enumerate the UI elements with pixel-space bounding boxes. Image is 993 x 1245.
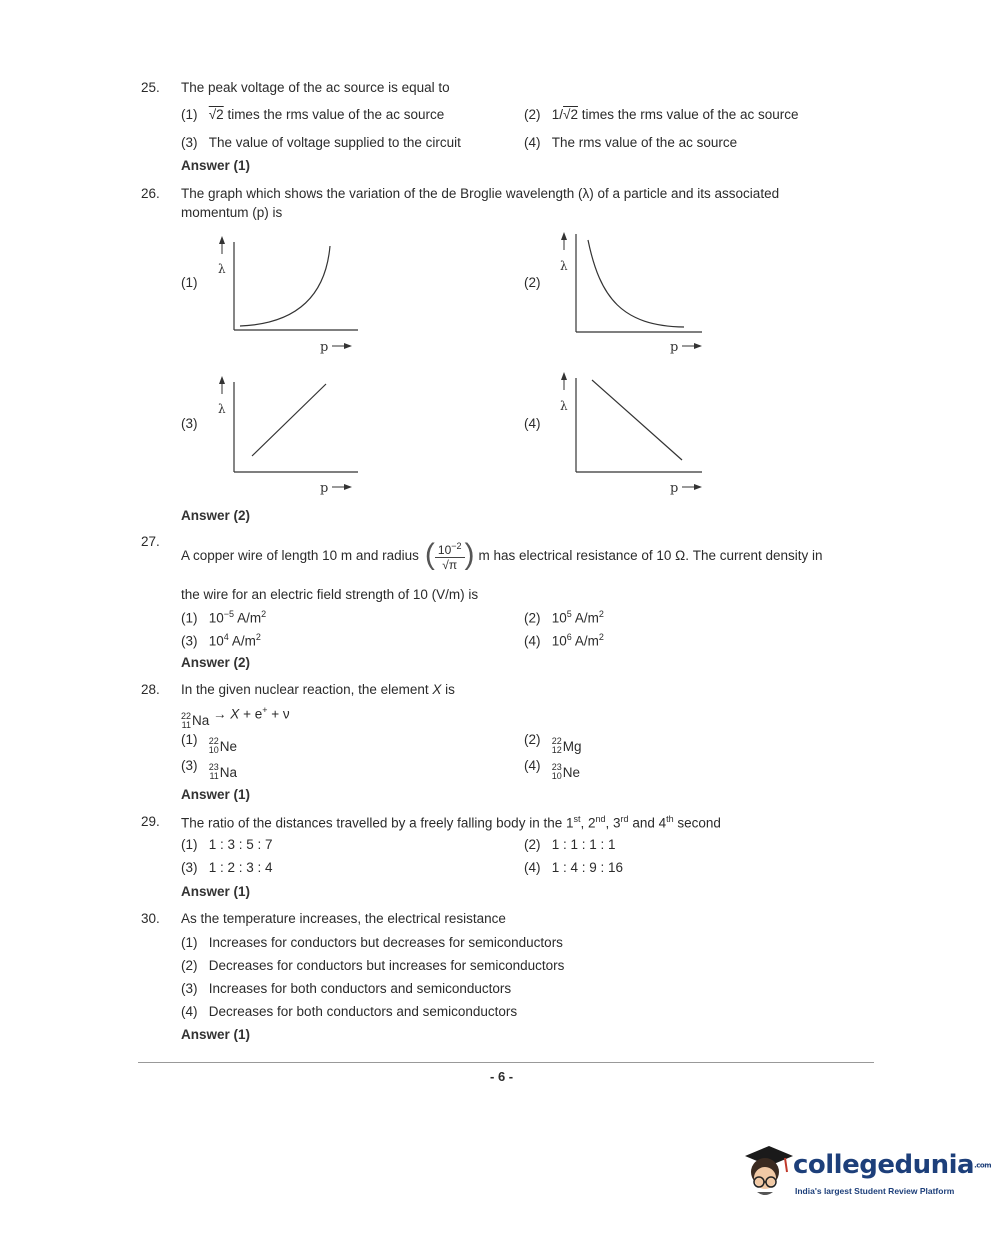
q30-option-1: (1) Increases for conductors but decreases for semiconductors	[181, 935, 563, 950]
x-axis-label: p	[320, 340, 329, 355]
q25-number: 25.	[141, 80, 160, 95]
q27-option-3: (3) $10^4$ $A/m^2$	[181, 632, 261, 649]
x-axis-label: p	[670, 340, 679, 355]
collegedunia-logo	[735, 1138, 991, 1208]
q28-reaction: 22 11 Na → X + e+ + ν	[181, 705, 290, 730]
radius-fraction: $\frac{10^{-2}}{√\pi}$	[435, 539, 465, 572]
graph-1-increasing-curve	[210, 232, 370, 357]
y-axis-label: λ	[218, 402, 226, 416]
q27-option-1: (1) $10^{-5}$ $A/m^2$	[181, 609, 267, 626]
q30-text: As the temperature increases, the electrical resistance	[181, 911, 506, 926]
q25-text: The peak voltage of the ac source is equal to	[181, 80, 450, 95]
q30-option-2: (2) Decreases for conductors but increases for semiconductors	[181, 958, 565, 973]
q26-option-3-label: (3)	[181, 416, 198, 431]
q28-option-2: (2) 22 12 Mg	[524, 732, 582, 755]
q29-number: 29.	[141, 814, 160, 829]
option-label: (4)	[524, 135, 541, 150]
q27-option-2: (2) $10^5$ $A/m^2$	[524, 609, 604, 626]
q28-answer: Answer (1)	[181, 787, 251, 802]
option-text: times the rms value of the ac source	[223, 107, 445, 122]
mascot-icon	[735, 1138, 795, 1206]
graph-3-increasing-line	[210, 372, 370, 498]
q29-text: The ratio of the distances travelled by a freely falling body in the 1st, 2nd, 3rd and 4th second	[181, 814, 721, 831]
q28-text: In the given nuclear reaction, the element X is	[181, 682, 455, 697]
option-label: (3)	[181, 135, 198, 150]
option-label: (1)	[181, 107, 198, 122]
question-text: m has electrical resistance of 10 Ω. The current density in	[478, 547, 823, 563]
q27-option-4: (4) $10^6$ $A/m^2$	[524, 632, 604, 649]
q28-option-4: (4) 23 10 Ne	[524, 758, 581, 781]
q25-option-2	[524, 107, 799, 122]
q29-option-4: (4) 1 : 4 : 9 : 16	[524, 860, 624, 875]
graph-2-decreasing-curve	[552, 228, 712, 357]
q28-option-1: (1) 22 10 Ne	[181, 732, 238, 755]
q25-option-3	[181, 135, 461, 150]
q26-answer: Answer (2)	[181, 508, 251, 523]
q25-option-4	[524, 135, 737, 150]
q30-option-3: (3) Increases for both conductors and semiconductors	[181, 981, 512, 996]
brand-name: collegedunia.com	[793, 1150, 991, 1180]
q27-text-line1: A copper wire of length 10 m and radius ( $\frac{10^{-2}}{√\pi}$ ) m has electrical resistance of 10 Ω. The current density in	[181, 538, 823, 572]
q26-number: 26.	[141, 186, 160, 201]
x-axis-label: p	[320, 481, 329, 496]
q27-number: 27.	[141, 534, 160, 549]
option-text: 1/	[551, 107, 564, 122]
y-axis-label: λ	[560, 399, 568, 413]
q30-option-4: (4) Decreases for both conductors and semiconductors	[181, 1004, 518, 1019]
q29-option-3: (3) 1 : 2 : 3 : 4	[181, 860, 273, 875]
q25-option-1	[181, 107, 444, 122]
q26-text-line1: The graph which shows the variation of the de Broglie wavelength (λ) of a particle and its associated	[181, 186, 780, 201]
graph-4-decreasing-line	[552, 368, 712, 498]
sqrt2: √2	[208, 107, 224, 122]
q26-option-4-label: (4)	[524, 416, 541, 431]
sqrt2: √2	[563, 107, 578, 122]
q26-option-2-label: (2)	[524, 275, 541, 290]
q30-answer: Answer (1)	[181, 1027, 251, 1042]
option-label: (2)	[524, 107, 541, 122]
q28-option-3: (3) 23 11 Na	[181, 758, 238, 781]
q25-answer: Answer (1)	[181, 158, 251, 173]
x-axis-label: p	[670, 481, 679, 496]
q27-answer: Answer (2)	[181, 655, 251, 670]
q29-option-1: (1) 1 : 3 : 5 : 7	[181, 837, 273, 852]
page-number: - 6 -	[490, 1069, 514, 1084]
option-text: The rms value of the ac source	[551, 135, 738, 150]
option-text: times the rms value of the ac source	[577, 107, 799, 122]
q30-number: 30.	[141, 911, 160, 926]
brand-tagline: India's largest Student Review Platform	[795, 1186, 955, 1196]
footer-divider	[138, 1062, 874, 1063]
q26-option-1-label: (1)	[181, 275, 198, 290]
y-axis-label: λ	[218, 262, 226, 276]
y-axis-label: λ	[560, 259, 568, 273]
question-text: A copper wire of length 10 m and radius	[181, 547, 419, 563]
q29-option-2: (2) 1 : 1 : 1 : 1	[524, 837, 616, 852]
option-text: The value of voltage supplied to the circuit	[208, 135, 461, 150]
q26-text-line2: momentum (p) is	[181, 205, 283, 220]
q29-answer: Answer (1)	[181, 884, 251, 899]
q28-number: 28.	[141, 682, 160, 697]
q27-text-line2: the wire for an electric field strength of 10 (V/m) is	[181, 587, 479, 602]
